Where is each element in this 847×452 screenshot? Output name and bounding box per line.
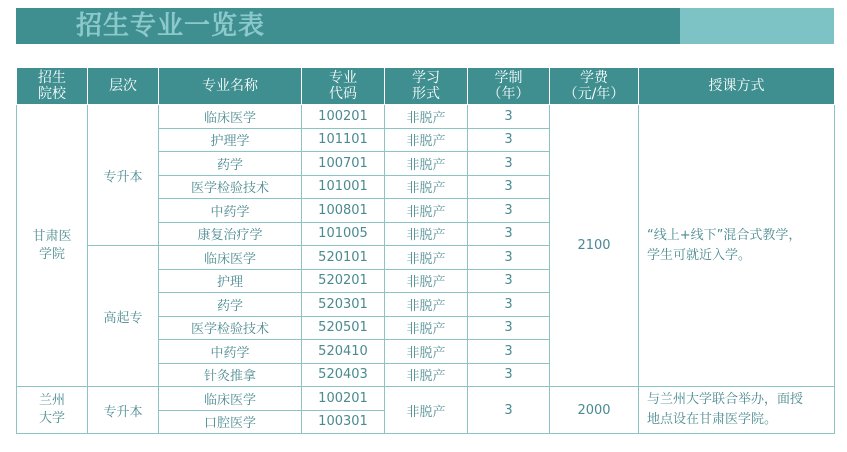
major-cell: 针灸推拿 — [159, 363, 302, 387]
duration-cell: 3 — [468, 105, 550, 129]
duration-cell: 3 — [468, 152, 550, 176]
header-duration: 学制 （年） — [468, 68, 550, 105]
header-level: 层次 — [88, 68, 159, 105]
header-major: 专业名称 — [159, 68, 302, 105]
code-cell: 520201 — [302, 269, 385, 293]
duration-cell: 3 — [468, 363, 550, 387]
table-row — [17, 387, 835, 411]
admissions-table — [16, 67, 835, 434]
code-cell: 101005 — [302, 222, 385, 246]
fee-cell: 2100 — [550, 105, 639, 387]
form-cell: 非脱产 — [385, 293, 468, 317]
header-school: 招生 院校 — [17, 68, 88, 105]
header-fee: 学费 （元/年） — [550, 68, 639, 105]
code-cell: 520410 — [302, 340, 385, 364]
header-teaching: 授课方式 — [639, 68, 835, 105]
banner-accent — [680, 8, 834, 44]
major-cell: 药学 — [159, 152, 302, 176]
code-cell: 520101 — [302, 246, 385, 270]
form-cell: 非脱产 — [385, 363, 468, 387]
form-cell: 非脱产 — [385, 128, 468, 152]
teaching-cell: “线上+线下”混合式教学， 学生可就近入学。 — [639, 105, 835, 387]
code-cell: 100201 — [302, 387, 385, 411]
page-title: 招生专业一览表 — [76, 11, 266, 41]
school-cell: 甘肃医 学院 — [17, 105, 88, 387]
major-cell: 临床医学 — [159, 105, 302, 129]
major-cell: 医学检验技术 — [159, 316, 302, 340]
code-cell: 100701 — [302, 152, 385, 176]
fee-cell: 2000 — [550, 387, 639, 434]
major-cell: 医学检验技术 — [159, 175, 302, 199]
form-cell: 非脱产 — [385, 316, 468, 340]
major-cell: 口腔医学 — [159, 410, 302, 434]
code-cell: 520501 — [302, 316, 385, 340]
form-cell: 非脱产 — [385, 152, 468, 176]
code-cell: 100201 — [302, 105, 385, 129]
duration-cell: 3 — [468, 175, 550, 199]
form-cell: 非脱产 — [385, 269, 468, 293]
code-cell: 100801 — [302, 199, 385, 223]
major-cell: 护理学 — [159, 128, 302, 152]
major-cell: 临床医学 — [159, 246, 302, 270]
duration-cell: 3 — [468, 293, 550, 317]
major-cell: 康复治疗学 — [159, 222, 302, 246]
duration-cell: 3 — [468, 222, 550, 246]
duration-cell: 3 — [468, 269, 550, 293]
form-cell: 非脱产 — [385, 199, 468, 223]
header-code: 专业 代码 — [302, 68, 385, 105]
code-cell: 520301 — [302, 293, 385, 317]
code-cell: 100301 — [302, 410, 385, 434]
level-cell: 专升本 — [88, 105, 159, 246]
form-cell: 非脱产 — [385, 246, 468, 270]
major-cell: 药学 — [159, 293, 302, 317]
header-row — [17, 68, 835, 105]
level-cell: 专升本 — [88, 387, 159, 434]
title-banner — [16, 8, 834, 44]
form-cell: 非脱产 — [385, 387, 468, 434]
major-cell: 中药学 — [159, 199, 302, 223]
table-row — [17, 105, 835, 129]
form-cell: 非脱产 — [385, 222, 468, 246]
major-cell: 护理 — [159, 269, 302, 293]
duration-cell: 3 — [468, 316, 550, 340]
teaching-cell: 与兰州大学联合举办，面授 地点设在甘肃医学院。 — [639, 387, 835, 434]
major-cell: 临床医学 — [159, 387, 302, 411]
duration-cell: 3 — [468, 387, 550, 434]
duration-cell: 3 — [468, 246, 550, 270]
form-cell: 非脱产 — [385, 175, 468, 199]
duration-cell: 3 — [468, 128, 550, 152]
code-cell: 101101 — [302, 128, 385, 152]
form-cell: 非脱产 — [385, 340, 468, 364]
duration-cell: 3 — [468, 199, 550, 223]
duration-cell: 3 — [468, 340, 550, 364]
major-cell: 中药学 — [159, 340, 302, 364]
code-cell: 520403 — [302, 363, 385, 387]
level-cell: 高起专 — [88, 246, 159, 387]
code-cell: 101001 — [302, 175, 385, 199]
header-form: 学习 形式 — [385, 68, 468, 105]
form-cell: 非脱产 — [385, 105, 468, 129]
school-cell: 兰州 大学 — [17, 387, 88, 434]
